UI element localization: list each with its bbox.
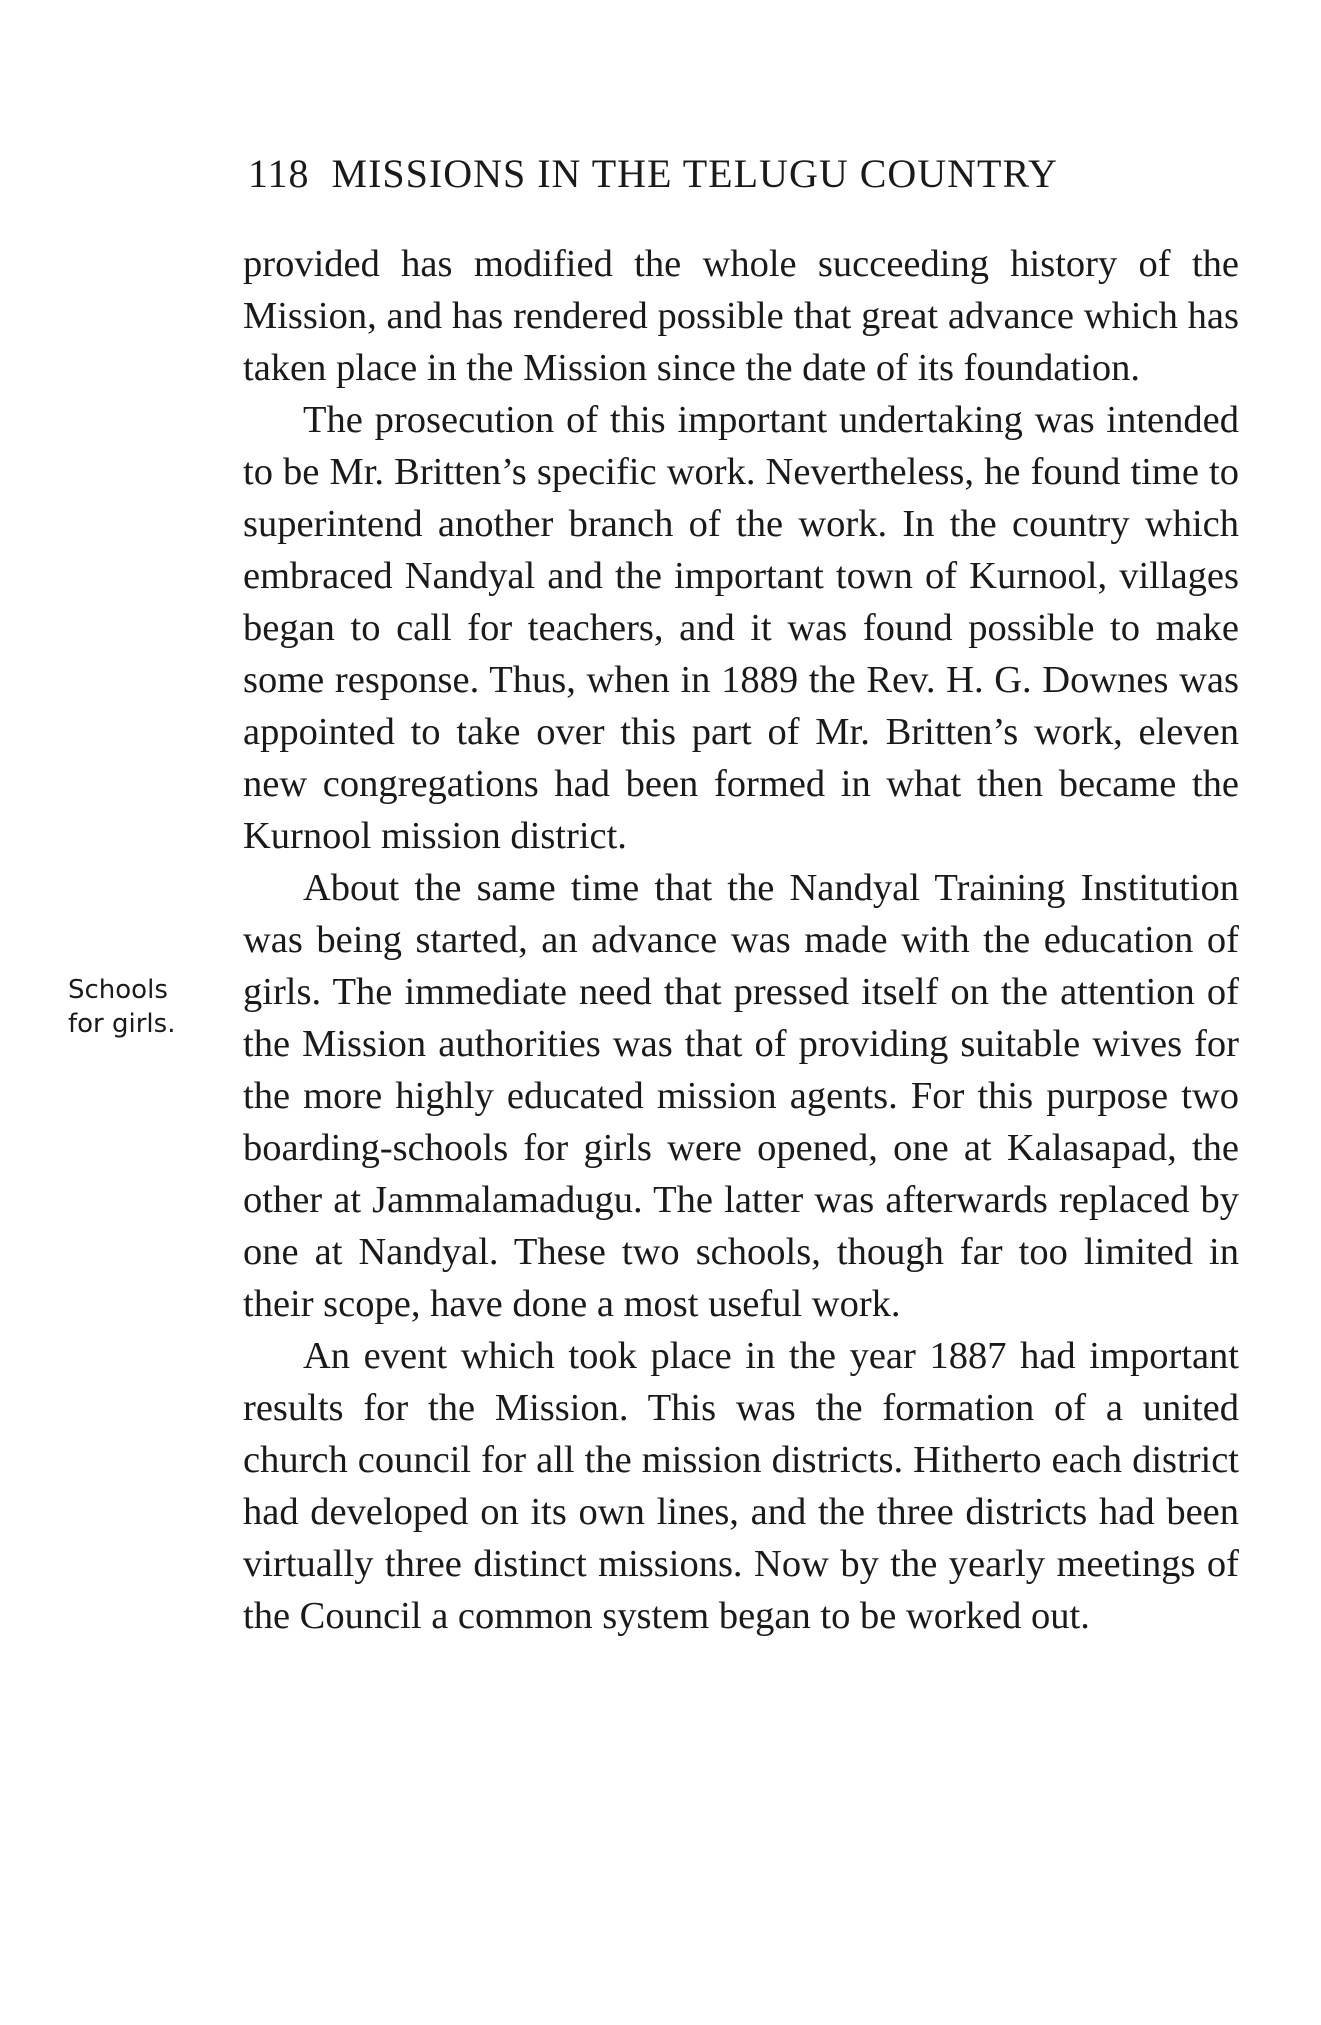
paragraph-1: provided has modified the whole succeeding history of the Mission, and has rendered possible that great advance which has taken place in the Mission since the date of its foundation. bbox=[243, 243, 1239, 389]
paragraph-4: An event which took place in the year 1887 had important results for the Mission. This was the formation of a united church council for all the mission districts. Hitherto each district had developed on its own lines, and the three districts had been virtually three distinct missions. Now by the yearly meetings of the Council a common system began to be worked out. bbox=[243, 1335, 1239, 1637]
paragraph-2: The prosecution of this important undertaking was intended to be Mr. Britten’s specific work. Nevertheless, he found time to superintend another branch of the work. In the country which embraced Nandyal and the important town of Kurnool, villages began to call for teachers, and it was found possible to make some response. Thus, when in 1889 the Rev. H. G. Downes was appointed to take over this part of Mr. Britten’s work, eleven new congregations had been formed in what then became the Kurnool mission district. bbox=[243, 399, 1239, 857]
paragraph-3: About the same time that the Nandyal Training Institution was being started, an advance was made with the education of girls. The immediate need that pressed itself on the attention of the Mission authorities was that of providing suitable wives for the more highly educated mission agents. For this purpose two boarding-schools for girls were opened, one at Kalasapad, the other at Jammalamadugu. The latter was afterwards replaced by one at Nandyal. These two schools, though far too limited in their scope, have done a most useful work. bbox=[243, 867, 1239, 1325]
running-title: MISSIONS IN THE TELUGU COUNTRY bbox=[331, 151, 1058, 196]
page-number: 118 bbox=[248, 151, 310, 196]
margin-note-line-2: for girls. bbox=[68, 1009, 176, 1039]
running-head bbox=[248, 150, 1148, 197]
margin-note-line-1: Schools bbox=[68, 975, 168, 1005]
margin-note bbox=[68, 973, 238, 1041]
body-text bbox=[243, 238, 1239, 1642]
